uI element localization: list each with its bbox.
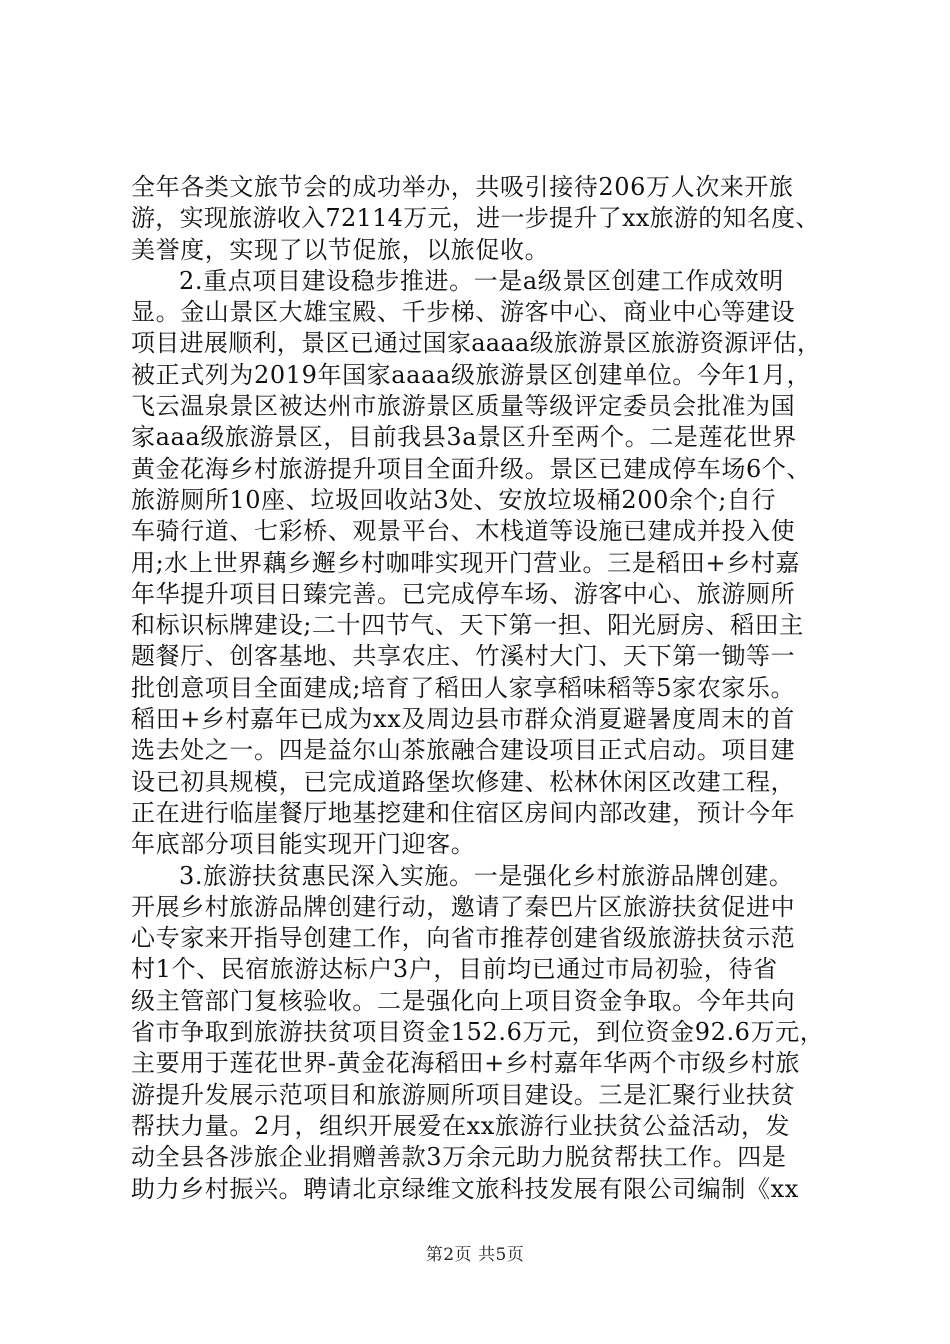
text-line: 美誉度，实现了以节促旅，以旅促收。	[131, 235, 550, 264]
text-line: 显。金山景区大雄宝殿、千步梯、游客中心、商业中心等建设	[131, 298, 796, 327]
text-line: 全年各类文旅节会的成功举办，共吸引接待206万人次来开旅	[131, 173, 794, 201]
text-line: 省市争取到旅游扶贫项目资金152.6万元，到位资金92.6万元，	[131, 1018, 825, 1047]
text-line: 游，实现旅游收入72114万元，进一步提升了xx旅游的知名度、	[131, 204, 820, 233]
page-footer: 第2页 共5页	[425, 1245, 525, 1265]
text-line: 年底部分项目能实现开门迎客。	[131, 830, 476, 859]
text-line: 批创意项目全面建成;培育了稻田人家享稻味稻等5家农家乐。	[131, 673, 796, 702]
text-line: 帮扶力量。2月，组织开展爱在xx旅游行业扶贫公益活动，发	[131, 1111, 791, 1140]
text-line: 稻田+乡村嘉年已成为xx及周边县市群众消夏避暑度周末的首	[131, 705, 795, 734]
text-line: 主要用于莲花世界-黄金花海稻田+乡村嘉年华两个市级乡村旅	[131, 1049, 801, 1078]
text-line: 和标识标牌建设;二十四节气、天下第一担、阳光厨房、稻田主	[131, 611, 804, 640]
text-line: 车骑行道、七彩桥、观景平台、木栈道等设施已建成并投入使	[131, 517, 796, 546]
text-line: 正在进行临崖餐厅地基挖建和住宿区房间内部改建，预计今年	[131, 798, 796, 827]
text-line: 游提升发展示范项目和旅游厕所项目建设。三是汇聚行业扶贫	[131, 1080, 796, 1109]
text-line: 选去处之一。四是益尔山茶旅融合建设项目正式启动。项目建	[131, 736, 796, 765]
text-line: 黄金花海乡村旅游提升项目全面升级。景区已建成停车场6个、	[131, 454, 812, 483]
text-line: 级主管部门复核验收。二是强化向上项目资金争取。今年共向	[131, 986, 796, 1015]
text-line: 3.旅游扶贫惠民深入实施。一是强化乡村旅游品牌创建。	[179, 861, 794, 890]
text-line: 心专家来开指导创建工作，向省市推荐创建省级旅游扶贫示范	[131, 924, 796, 953]
text-line: 设已初具规模，已完成道路堡坎修建、松林休闲区改建工程，	[131, 767, 796, 796]
text-line: 旅游厕所10座、垃圾回收站3处、安放垃圾桶200余个;自行	[131, 485, 777, 514]
text-line: 题餐厅、创客基地、共享农庄、竹溪村大门、天下第一锄等一	[131, 642, 796, 671]
text-line: 动全县各涉旅企业捐赠善款3万余元助力脱贫帮扶工作。四是	[131, 1143, 787, 1172]
text-line: 年华提升项目日臻完善。已完成停车场、游客中心、旅游厕所	[131, 579, 796, 608]
text-line: 家aaa级旅游景区，目前我县3a景区升至两个。二是莲花世界	[131, 423, 797, 452]
text-line: 2.重点项目建设稳步推进。一是a级景区创建工作成效明	[179, 266, 784, 295]
text-line: 助力乡村振兴。聘请北京绿维文旅科技发展有限公司编制《xx	[131, 1174, 799, 1203]
text-line: 村1个、民宿旅游达标户3户，目前均已通过市局初验，待省	[131, 955, 778, 984]
text-line: 被正式列为2019年国家aaaa级旅游景区创建单位。今年1月，	[131, 360, 812, 389]
text-line: 开展乡村旅游品牌创建行动，邀请了秦巴片区旅游扶贫促进中	[131, 892, 796, 921]
body-text	[131, 172, 826, 1205]
text-line: 项目进展顺利，景区已通过国家aaaa级旅游景区旅游资源评估，	[131, 329, 822, 358]
text-line: 用;水上世界藕乡邂乡村咖啡实现开门营业。三是稻田+乡村嘉	[131, 548, 800, 577]
text-line: 飞云温泉景区被达州市旅游景区质量等级评定委员会批准为国	[131, 392, 796, 421]
